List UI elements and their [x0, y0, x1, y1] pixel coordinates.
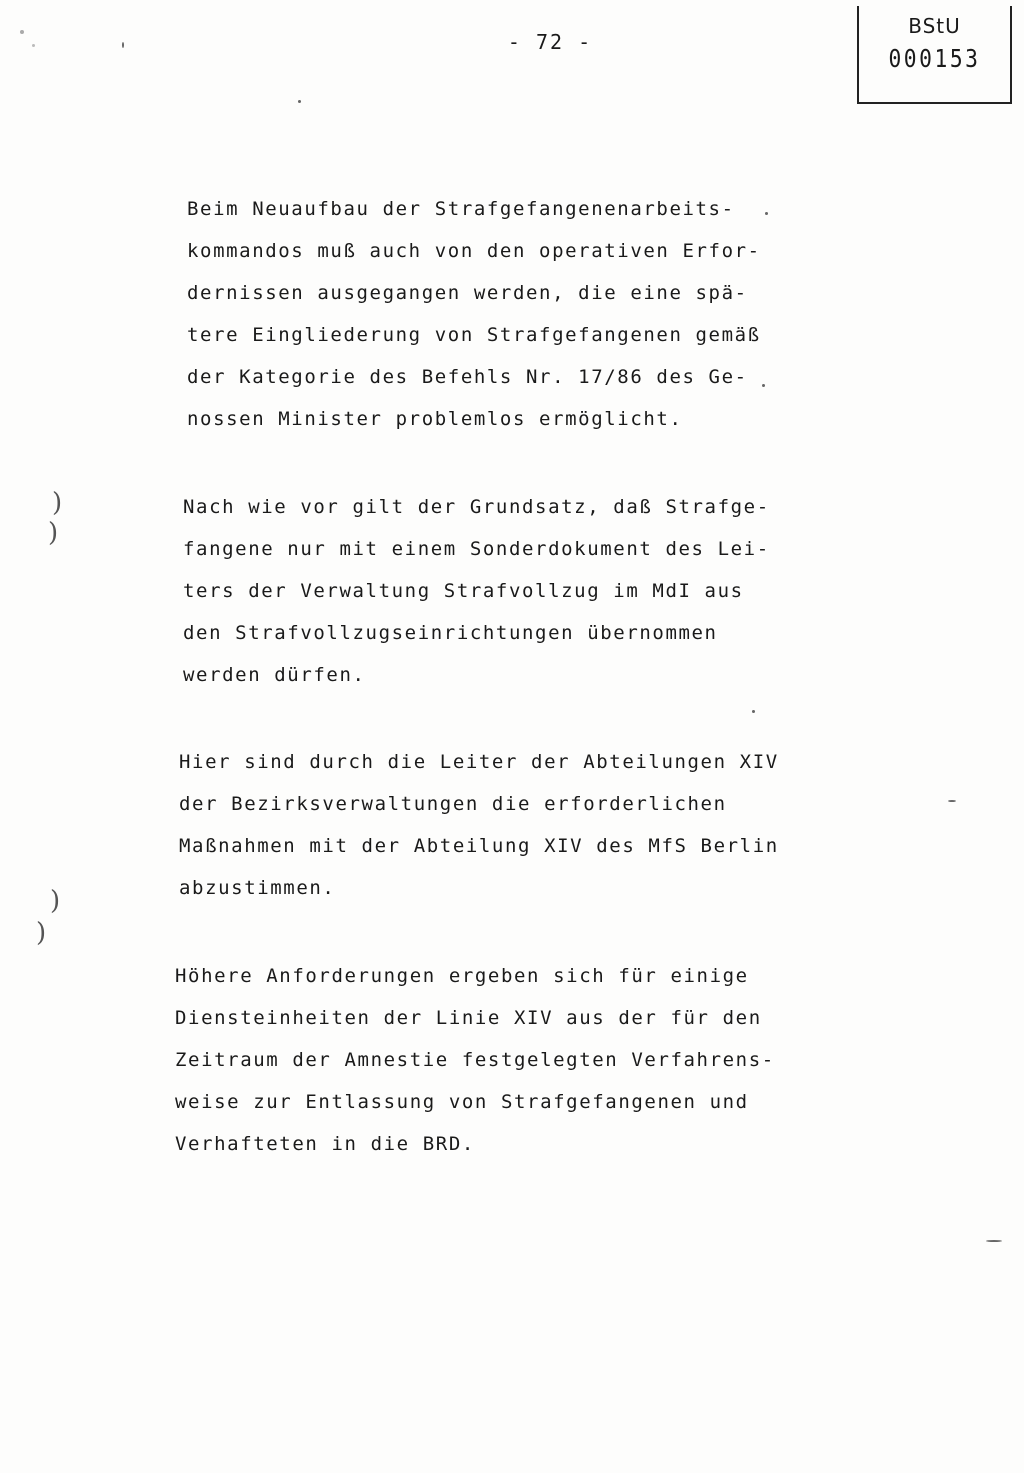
text-line: fangene nur mit einem Sonderdokument des Lei- — [183, 538, 770, 560]
scan-speck — [762, 384, 765, 387]
text-line: der Bezirksverwaltungen die erforderlichen — [179, 793, 727, 815]
text-line: werden dürfen. — [183, 664, 366, 686]
scan-speck — [298, 100, 301, 103]
punch-hole-mark: ) — [50, 886, 61, 916]
stamp-number: 000153 — [888, 44, 981, 73]
text-line: kommandos muß auch von den operativen Erfor- — [187, 240, 761, 262]
text-line: Verhafteten in die BRD. — [175, 1133, 475, 1155]
text-line: tere Eingliederung von Strafgefangenen gemäß — [187, 324, 761, 346]
scan-speck — [32, 44, 35, 47]
punch-hole-mark: ) — [48, 518, 59, 548]
paragraph-3 — [179, 741, 779, 909]
paragraph-2 — [183, 486, 770, 696]
text-line: Zeitraum der Amnestie festgelegten Verfahrens- — [175, 1049, 775, 1071]
text-line: Diensteinheiten der Linie XIV aus der für den — [175, 1007, 762, 1029]
text-line: Höhere Anforderungen ergeben sich für einige — [175, 965, 749, 987]
scan-speck — [986, 1240, 1002, 1242]
text-line: ters der Verwaltung Strafvollzug im MdI aus — [183, 580, 744, 602]
scan-speck — [765, 212, 768, 215]
scan-speck — [122, 42, 124, 48]
text-line: weise zur Entlassung von Strafgefangenen und — [175, 1091, 749, 1113]
punch-hole-mark: ) — [36, 918, 47, 948]
text-line: der Kategorie des Befehls Nr. 17/86 des Ge- — [187, 366, 748, 388]
paragraph-1 — [187, 188, 761, 440]
page-number: - 72 - — [507, 30, 593, 54]
stamp-organization: BStU — [908, 14, 961, 38]
archive-stamp — [857, 6, 1012, 104]
text-line: den Strafvollzugseinrichtungen übernommen — [183, 622, 718, 644]
scan-speck — [752, 710, 755, 713]
punch-hole-mark: ) — [52, 488, 63, 518]
text-line: dernissen ausgegangen werden, die eine spä- — [187, 282, 748, 304]
scan-speck — [20, 30, 24, 34]
text-line: abzustimmen. — [179, 877, 336, 899]
paragraph-4 — [175, 955, 775, 1165]
text-line: Maßnahmen mit der Abteilung XIV des MfS Berlin — [179, 835, 779, 857]
scan-speck — [948, 800, 956, 802]
text-line: Nach wie vor gilt der Grundsatz, daß Strafge- — [183, 496, 770, 518]
text-line: Beim Neuaufbau der Strafgefangenenarbeits- — [187, 198, 735, 220]
text-line: Hier sind durch die Leiter der Abteilungen XIV — [179, 751, 779, 773]
text-line: nossen Minister problemlos ermöglicht. — [187, 408, 683, 430]
